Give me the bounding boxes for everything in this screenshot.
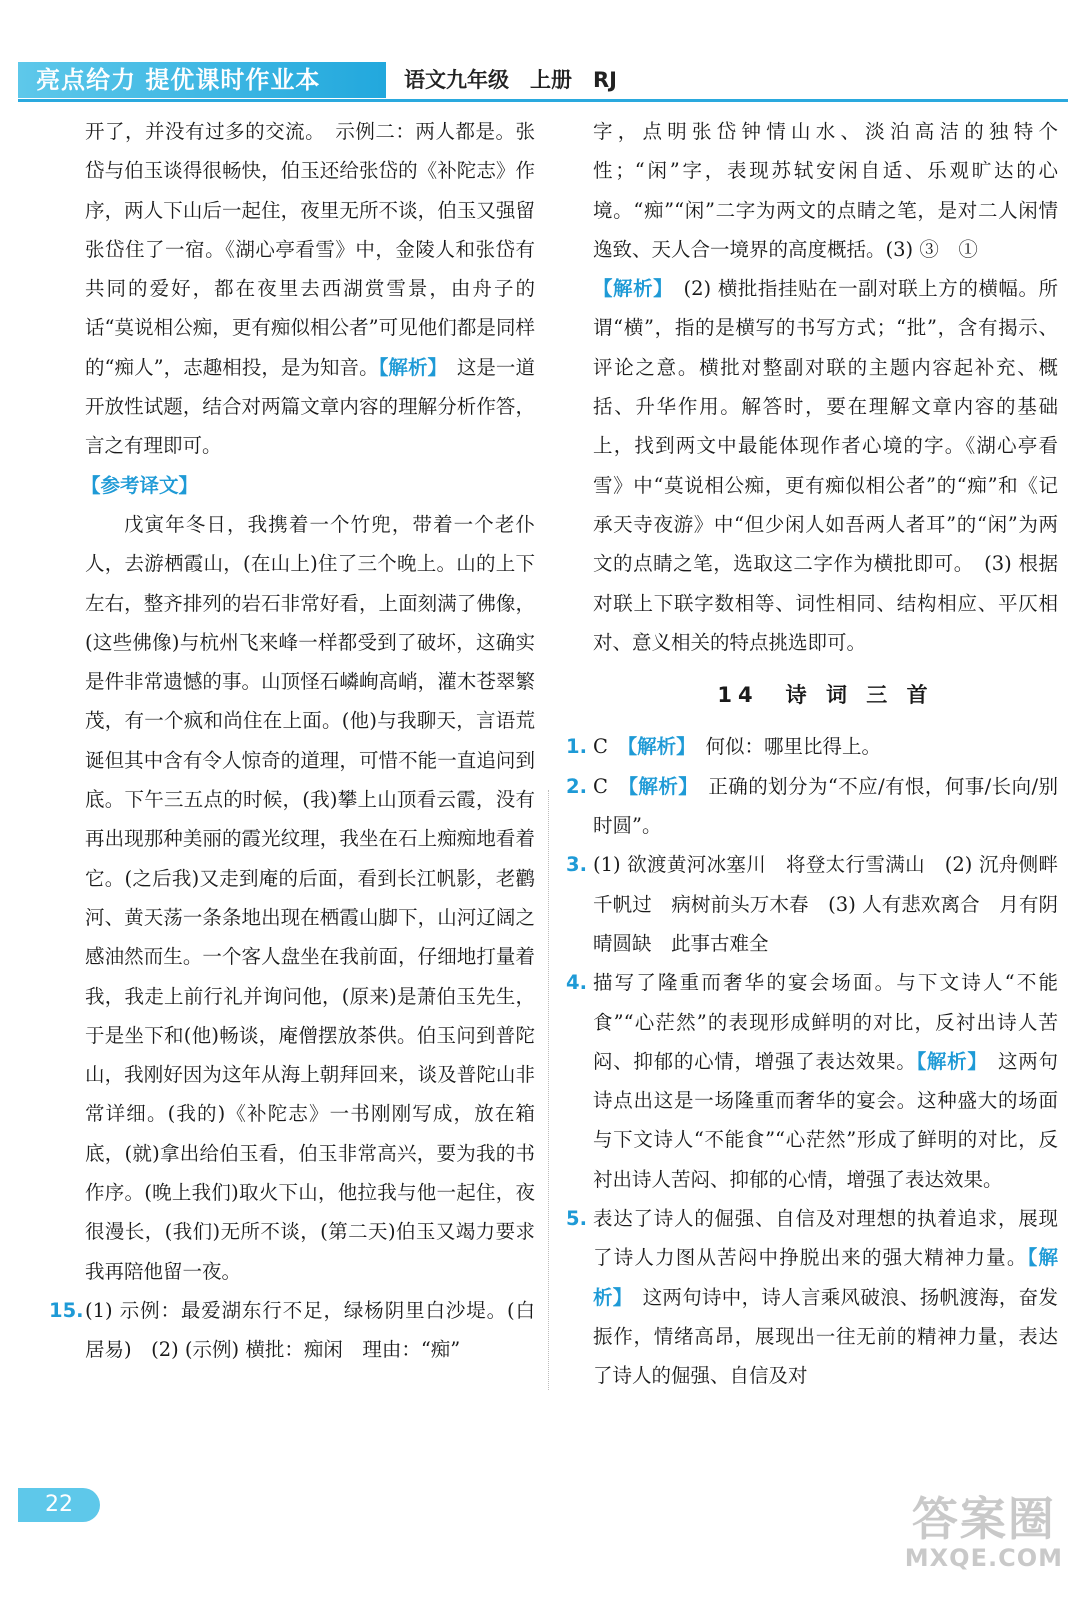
right-column xyxy=(566,112,1058,1396)
question-item xyxy=(566,767,1058,846)
watermark-logo xyxy=(905,1494,1063,1572)
question-item xyxy=(566,963,1058,1199)
question-item xyxy=(566,845,1058,963)
column-divider xyxy=(548,790,549,1390)
page-number: 22 xyxy=(18,1488,100,1522)
answer-text: (1) 欲渡黄河冰塞川 将登太行雪满山 (2) 沉舟侧畔千帆过 病树前头万木春 (3) 人有悲欢离合 月有阴晴圆缺 此事古难全 xyxy=(593,853,1058,955)
question-item xyxy=(566,727,1058,766)
question-number: 4. xyxy=(566,971,587,995)
answer-text: 描写了隆重而奢华的宴会场面。与下文诗人“不能食”“心茫然”的表现形成鲜明的对比，反衬出诗人苦闷、抑郁的心情，增强了表达效果。 xyxy=(593,971,1058,1073)
question-number: 3. xyxy=(566,853,587,877)
question-answer xyxy=(593,727,1058,766)
analysis-text: (2) 横批指挂贴在一副对联上方的横幅。所谓“横”，指的是横写的书写方式；“批”，含有揭示、评论之意。横批对整副对联的主题内容起补充、概括、升华作用。解答时，要在理解文章内容的基础上，找到两文中最能体现作者心境的字。《湖心亭看雪》中“莫说相公痴，更有痴似相公者”的“痴”和《记承天寺夜游》中“但少闲人如吾两人者耳”的“闲”为两文的点睛之笔，选取这二字作为横批即可。 (3) 根据对联上下联字数相等、词性相同、结构相应、平仄相对、意义相关的特点挑选即可。 xyxy=(593,277,1058,654)
analysis-text: 正确的划分为“不应/有恨，何事/长向/别时圆”。 xyxy=(593,774,1058,838)
question-15 xyxy=(49,1291,535,1370)
header-rule xyxy=(18,99,1068,102)
answer-continuation: 字，点明张岱钟情山水、淡泊高洁的独特个性；“闲”字，表现苏轼安闲自适、乐观旷达的心境。“痴”“闲”二字为两文的点睛之笔，是对二人闲情逸致、天人合一境界的高度概括。(3) ③ ① xyxy=(593,120,1058,261)
answer-paragraph xyxy=(85,112,535,466)
subject-label: 语文九年级 上册 RJ xyxy=(404,68,617,92)
analysis-tag: 【解析】 xyxy=(593,1246,1058,1309)
watermark-title: 答案圈 xyxy=(911,1492,1056,1546)
page-header xyxy=(18,62,1068,100)
answer-text: 开了，并没有过多的交流。 示例二：两人都是。张岱与伯玉谈得很畅快，伯玉还给张岱的《补陀志》作序，两人下山后一起住，夜里无所不谈，伯玉又强留张岱住了一宿。《湖心亭看雪》中，金陵人和张岱有共同的爱好，都在夜里去西湖赏雪景，由舟子的话“莫说相公痴，更有痴似相公者”可见他们都是同样的“痴人”，志趣相投，是为知音。 xyxy=(85,120,535,379)
question-number: 15. xyxy=(49,1298,84,1322)
analysis-paragraph xyxy=(593,269,1058,662)
question-answer xyxy=(593,767,1058,846)
question-number: 2. xyxy=(566,774,587,798)
answer-text: C xyxy=(593,774,629,798)
question-number: 1. xyxy=(566,735,587,759)
left-column xyxy=(49,112,535,1370)
analysis-tag: 【解析】 xyxy=(916,1049,978,1073)
analysis-tag: 【解析】 xyxy=(628,774,689,798)
question-15-answer: (1) 示例：最爱湖东行不足，绿杨阴里白沙堤。(白居易) (2) (示例) 横批：痴闲 理由：“痴” xyxy=(85,1298,535,1362)
question-answer xyxy=(593,845,1058,963)
watermark-url: MXQE.COM xyxy=(904,1544,1063,1572)
question-answer xyxy=(593,963,1058,1199)
question-number: 5. xyxy=(566,1207,587,1231)
section-title: 14 诗 词 三 首 xyxy=(717,683,934,708)
analysis-text: 何似：哪里比得上。 xyxy=(685,735,881,759)
question-answer xyxy=(593,1199,1058,1395)
analysis-text: 这两句诗中，诗人言乘风破浪、扬帆渡海，奋发振作，情绪高昂，展现出一往无前的精神力量，表达了诗人的倔强、自信及对 xyxy=(593,1285,1058,1388)
series-title: 亮点给力 提优课时作业本 xyxy=(18,62,386,98)
reference-translation-tag: 【参考译文】 xyxy=(81,473,199,497)
question-item xyxy=(566,1199,1058,1395)
translation-paragraph: 戊寅年冬日，我携着一个竹兜，带着一个老仆人，去游栖霞山，(在山上)住了三个晚上。山的上下左右，整齐排列的岩石非常好看，上面刻满了佛像，(这些佛像)与杭州飞来峰一样都受到了破坏，这确实是件非常遗憾的事。山顶怪石嶙峋高峭，灌木苍翠繁茂，有一个疯和尚住在上面。(他)与我聊天，言语荒诞但其中含有令人惊奇的道理，可惜不能一直追问到底。下午三五点的时候，(我)攀上山顶看云霞，没有再出现那种美丽的霞光纹理，我坐在石上痴痴地看着它。(之后我)又走到庵的后面，看到长江帆影，老鹳河、黄天荡一条条地出现在栖霞山脚下，山河辽阔之感油然而生。一个客人盘坐在我前面，仔细地打量着我，我走上前行礼并询问他，(原来)是萧伯玉先生，于是坐下和(他)畅谈，庵僧摆放茶供。伯玉问到普陀山，我刚好因为这年从海上朝拜回来，谈及普陀山非常详细。(我的)《补陀志》一书刚刚写成，放在箱底，(就)拿出给伯玉看，伯玉非常高兴，要为我的书作序。(晚上我们)取火下山，他拉我与他一起住，夜很漫长，(我们)无所不谈，(第二天)伯玉又竭力要求我再陪他留一夜。 xyxy=(85,512,535,1283)
answer-text: 表达了诗人的倔强、自信及对理想的执着追求，展现了诗人力图从苦闷中挣脱出来的强大精神力量。 xyxy=(593,1207,1058,1270)
analysis-tag: 【解析】 xyxy=(378,355,438,379)
analysis-tag: 【解析】 xyxy=(627,735,686,759)
answer-text: C xyxy=(593,735,628,759)
analysis-text: 这两句诗点出这是一场隆重而奢华的宴会。这种盛大的场面与下文诗人“不能食”“心茫然”形成了鲜明的对比，反衬出诗人苦闷、抑郁的心情，增强了表达效果。 xyxy=(593,1049,1058,1191)
analysis-text: 这是一道开放性试题，结合对两篇文章内容的理解分析作答，言之有理即可。 xyxy=(85,355,535,458)
analysis-tag: 【解析】 xyxy=(593,277,664,301)
